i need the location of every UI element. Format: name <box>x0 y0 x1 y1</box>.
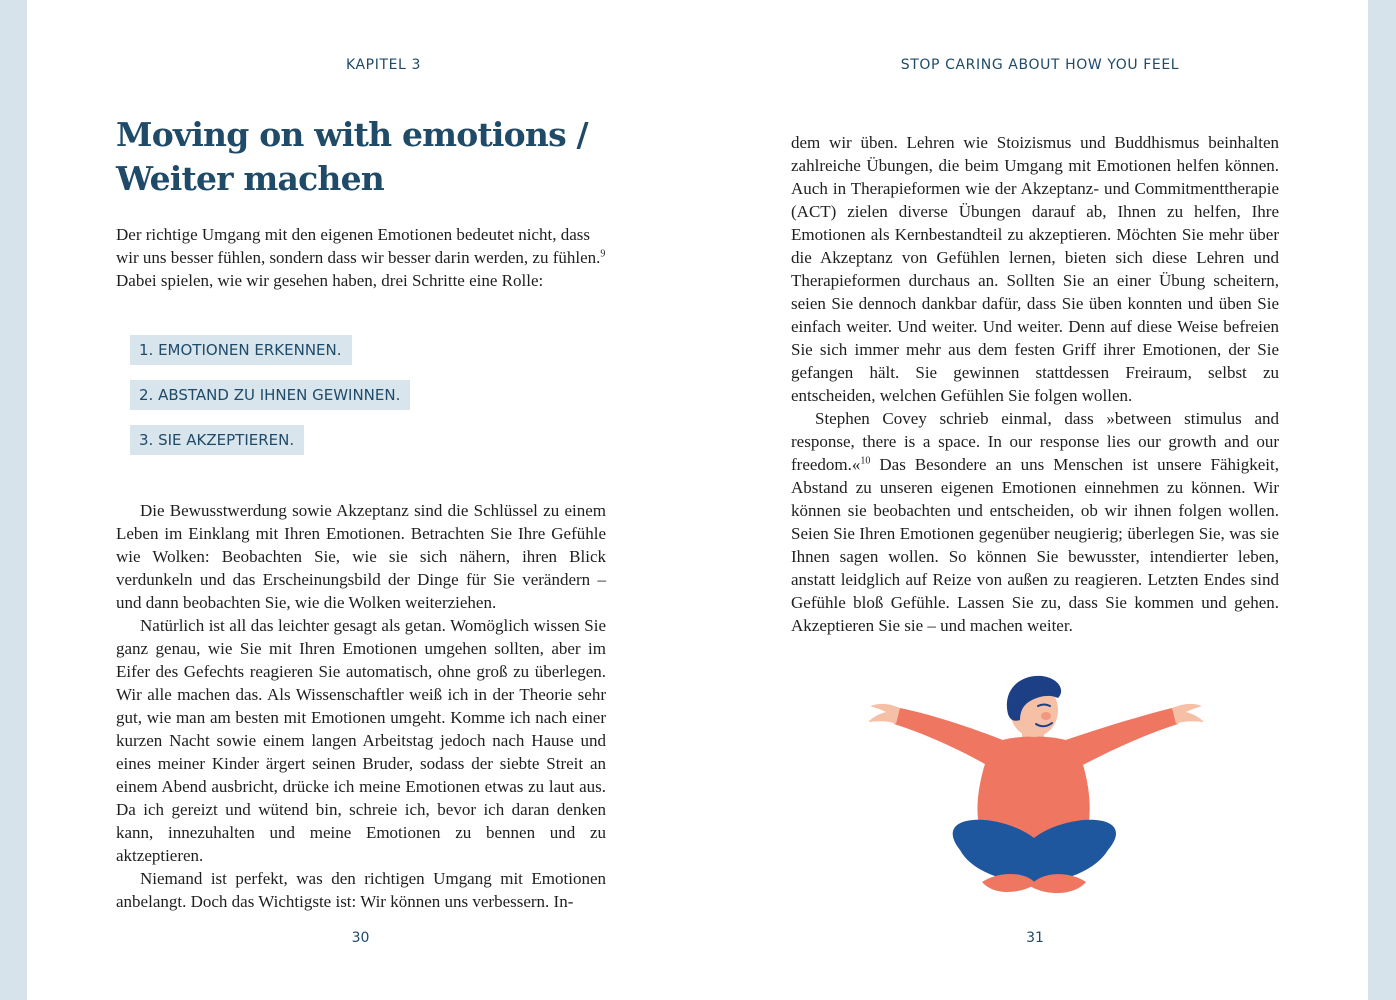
left-page <box>27 0 698 1000</box>
steps-list <box>130 335 410 470</box>
chapter-title-line-2: Weiter machen <box>116 159 384 198</box>
body-paragraph-quote <box>791 407 1279 637</box>
page-number-right: 31 <box>1026 930 1044 946</box>
step-item: 1. EMOTIONEN ERKENNEN. <box>130 335 352 365</box>
intro-paragraph <box>116 223 606 292</box>
right-page <box>698 0 1368 1000</box>
running-head-left: KAPITEL 3 <box>345 57 422 73</box>
body-paragraph: dem wir üben. Lehren wie Stoizismus und Buddhismus beinhalten zahlreiche Übungen, die beim Umgang mit Emotionen helfen können. Auch in Therapieformen wie der Akzeptanz- und Commitmenttherapie (ACT) zielen diverse Übungen darauf ab, Ihnen zu helfen, Ihre Emotionen als Kernbestandteil zu akzeptieren. Möchten Sie mehr über die Akzeptanz von Gefühlen lernen, bieten sich diese Lehren und Therapieformen durchaus an. Sollten Sie an einer Übung scheitern, seien Sie dennoch dankbar dafür, dass Sie üben konnten und üben Sie einfach weiter. Und weiter. Und weiter. Denn auf diese Weise befreien Sie sich immer mehr aus dem festen Griff ihrer Emotionen, der Sie gefangen hält. Sie gewinnen stattdessen Freiraum, selbst zu entscheiden, welchen Gefühlen Sie folgen wollen. <box>791 133 1279 405</box>
body-paragraph: Natürlich ist all das leichter gesagt als getan. Womöglich wissen Sie ganz genau, wie Sie mit Ihren Emotionen umgehen sollten, aber im Eifer des Gefechts reagieren Sie automatisch, ohne groß zu überlegen. Wir alle machen das. Als Wissenschaftler weiß ich in der Theorie sehr gut, wie man am besten mit Emotionen umgeht. Komme ich nach einer kurzen Nacht sowie einem langen Arbeitstag jedoch nach Hause und eines meiner Kinder ärgert seinen Bruder, sodass der siebte Streit an einem Abend ausbricht, drücke ich meine Emotionen etwas zu laut aus. Da ich gereizt und wütend bin, schreie ich, bevor ich daran denken kann, innezuhalten und meine Emotionen zu bennen und zu aktzeptieren. <box>116 616 606 865</box>
left-body-text <box>116 499 606 913</box>
cheek <box>1041 712 1051 720</box>
intro-text-2: Dabei spielen, wie wir gesehen haben, drei Schritte eine Rolle: <box>116 271 544 290</box>
footnote-marker: 9 <box>600 248 606 260</box>
footnote-marker: 10 <box>860 455 871 467</box>
chapter-title <box>116 113 636 201</box>
right-hand <box>1172 704 1204 724</box>
running-head-right: STOP CARING ABOUT HOW YOU FEEL <box>900 57 1180 73</box>
step-item: 3. SIE AKZEPTIEREN. <box>130 425 304 455</box>
meditating-person-illustration <box>860 672 1210 904</box>
quote-continuation: Das Besondere an uns Menschen ist unsere Fähigkeit, Abstand zu unseren eigenen Emotionen einnehmen zu können. Wir können sie beobachten und entscheiden, ob wir ihnen folgen wollen. Seien Sie Ihren Emotionen gegenüber neugierig; überlegen Sie, was sie Ihnen sagen wollen. So können Sie bewusster, intendierter leben, anstatt leidglich auf Reize von außen zu reagieren. Letzten Endes sind Gefühle bloß Gefühle. Lassen Sie zu, dass Sie kommen und gehen. Akzeptieren Sie sie – und machen weiter. <box>791 455 1279 635</box>
body-paragraph: Die Bewusstwerdung sowie Akzeptanz sind die Schlüssel zu einem Leben im Einklang mit Ihren Emotionen. Betrachten Sie Ihre Gefühle wie Wolken: Beobachten Sie, wie sie sich nähern, ihren Blick verdunkeln und das Erscheinungsbild der Dinge für Sie verändern – und dann beobachten Sie, wie die Wolken weiterziehen. <box>116 501 606 612</box>
page-number-left: 30 <box>351 930 370 946</box>
quote-text: Stephen Covey schrieb einmal, dass »between stimulus and response, there is a space. In our response lies our growth and our freedom.« <box>791 409 1279 474</box>
left-hand <box>868 704 900 724</box>
body-paragraph: Niemand ist perfekt, was den richtigen Umgang mit Emotionen anbelangt. Doch das Wichtigste ist: Wir können uns verbessern. In- <box>116 869 606 911</box>
right-body-text <box>791 131 1279 637</box>
chapter-title-line-1: Moving on with emotions / <box>116 115 588 154</box>
step-item: 2. ABSTAND ZU IHNEN GEWINNEN. <box>130 380 410 410</box>
intro-text: Der richtige Umgang mit den eigenen Emotionen bedeutet nicht, dass wir uns besser fühlen, sondern dass wir besser darin werden, zu fühlen. <box>116 225 601 267</box>
